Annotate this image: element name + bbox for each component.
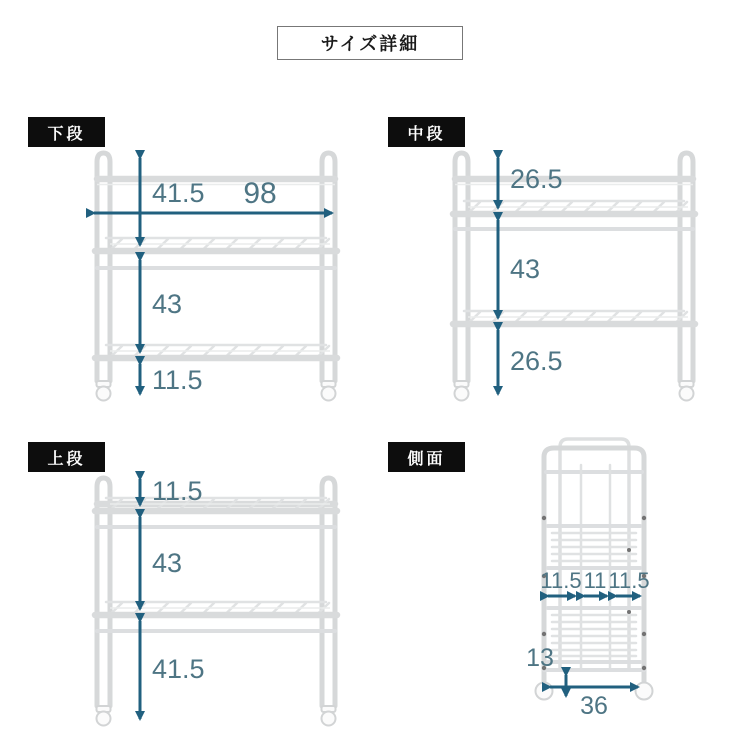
dim-middle-top-clearance: 26.5 (510, 164, 563, 194)
dim-side-back-section: 11.5 (608, 568, 650, 593)
dim-middle-bottom-clearance: 26.5 (510, 346, 563, 376)
panel-middle-tier (370, 110, 740, 410)
panel-upper-tier (0, 435, 370, 740)
tier-label-lower (28, 117, 105, 147)
tier-label-lower-text: 下段 (47, 125, 86, 143)
lower-tier-rack-illustration (82, 146, 346, 404)
rack-front-drawing (95, 153, 337, 401)
panel-side-view (370, 435, 740, 740)
tier-label-middle (388, 117, 465, 147)
dim-upper-bottom-clearance: 41.5 (152, 654, 205, 684)
tier-label-upper-text: 上段 (47, 450, 86, 468)
size-detail-title-text: サイズ詳細 (320, 34, 420, 54)
dim-lower-middle-clearance: 43 (152, 289, 183, 319)
upper-tier-rack-illustration (82, 471, 346, 729)
middle-tier-rack-illustration (440, 146, 704, 404)
rack-front-drawing (453, 153, 695, 401)
panel-lower-tier (0, 110, 370, 410)
dim-middle-middle-clearance: 43 (510, 254, 541, 284)
side-view-rack-illustration (490, 430, 700, 720)
dim-side-middle-section: 11 (583, 568, 607, 593)
dim-side-front-section: 11.5 (540, 568, 582, 593)
dim-upper-middle-clearance: 43 (152, 548, 183, 578)
rack-front-drawing (95, 478, 337, 726)
dim-side-depth: 36 (580, 692, 608, 720)
dim-lower-top-clearance: 41.5 (152, 178, 205, 208)
tier-label-side (388, 442, 465, 472)
dimension-annotations-middle (498, 158, 563, 394)
dim-lower-bottom-clearance: 11.5 (152, 365, 203, 395)
size-detail-title (277, 26, 463, 60)
tier-label-middle-text: 中段 (407, 125, 446, 143)
dim-upper-top-clearance: 11.5 (152, 476, 203, 506)
dim-side-caster-height: 13 (526, 644, 554, 672)
tier-label-side-text: 側面 (407, 450, 446, 468)
tier-label-upper (28, 442, 105, 472)
dim-lower-inner-width: 98 (243, 177, 277, 210)
